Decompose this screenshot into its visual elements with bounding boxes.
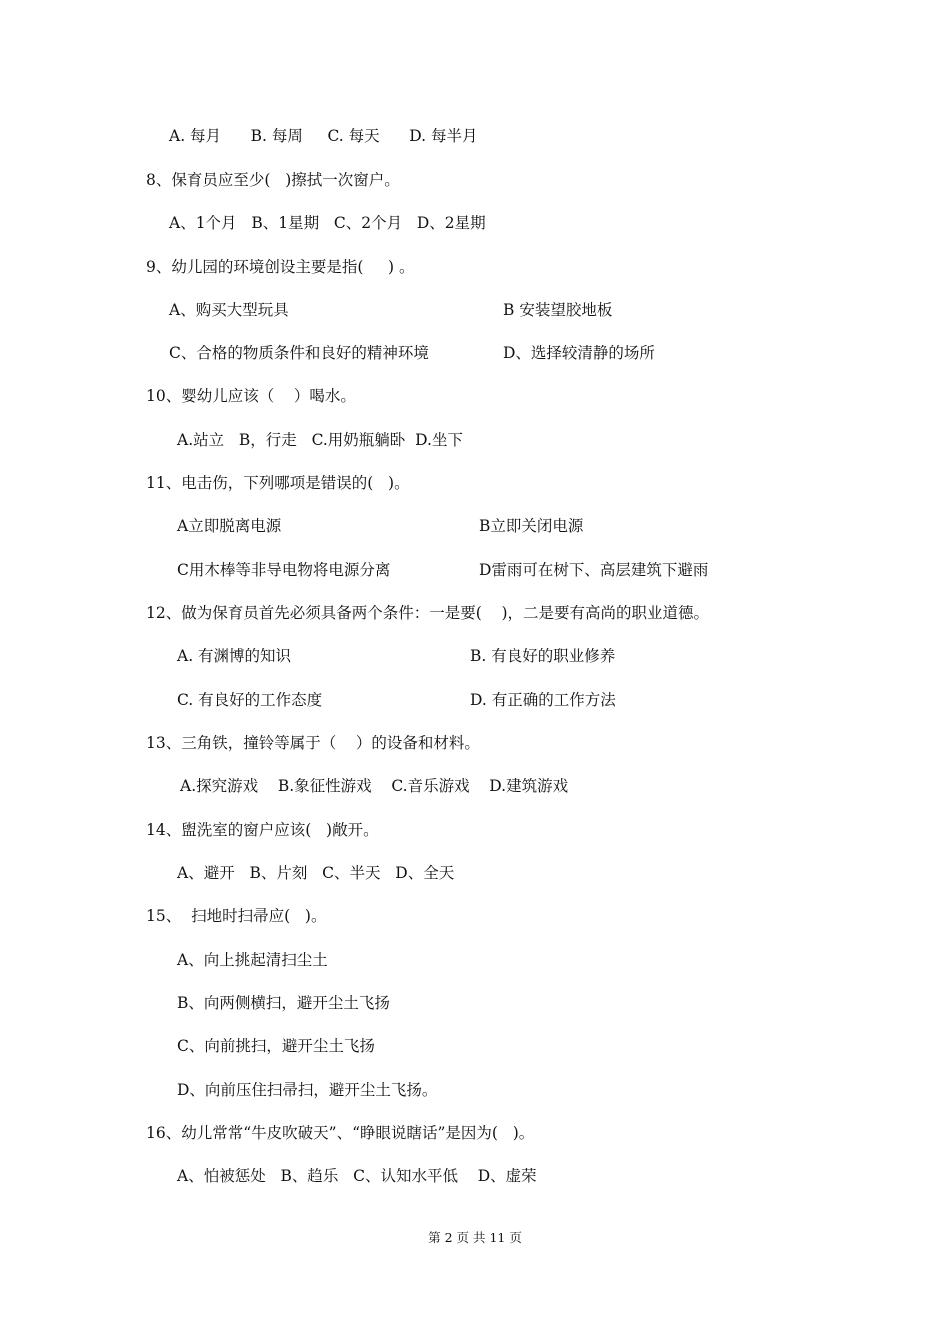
page-footer: 第 2 页 共 11 页 xyxy=(428,1230,522,1245)
q9-option-b: B 安装望胶地板 xyxy=(503,301,613,319)
q13-question: 13、三角铁，撞铃等属于（ ）的设备和材料。 xyxy=(146,734,480,752)
q8-options: A、1个月 B、1星期 C、2个月 D、2星期 xyxy=(169,214,486,232)
q14-question: 14、盥洗室的窗户应该( )敞开。 xyxy=(146,821,379,839)
q11-option-a: A立即脱离电源 xyxy=(177,517,282,535)
q16-question: 16、幼儿常常“牛皮吹破天”、“睁眼说瞎话”是因为( )。 xyxy=(146,1124,535,1142)
q9-question: 9、幼儿园的环境创设主要是指( ) 。 xyxy=(146,258,415,276)
q10-options: A.站立 B，行走 C.用奶瓶躺卧 D.坐下 xyxy=(177,431,463,449)
q15-option-b: B、向两侧横扫，避开尘土飞扬 xyxy=(177,994,390,1012)
q9-option-a: A、购买大型玩具 xyxy=(169,301,289,319)
q12-option-b: B. 有良好的职业修养 xyxy=(470,647,616,665)
q12-option-d: D. 有正确的工作方法 xyxy=(470,691,616,709)
q13-options: A.探究游戏 B.象征性游戏 C.音乐游戏 D.建筑游戏 xyxy=(180,777,569,795)
q15-question: 15、 扫地时扫帚应( )。 xyxy=(146,907,327,925)
q16-options: A、怕被惩处 B、趋乐 C、认知水平低 D、虚荣 xyxy=(177,1167,537,1185)
q11-option-c: C用木棒等非导电物将电源分离 xyxy=(177,561,391,579)
q14-options: A、避开 B、片刻 C、半天 D、全天 xyxy=(177,864,455,882)
q15-option-a: A、向上挑起清扫尘土 xyxy=(177,951,328,969)
q9-option-d: D、选择较清静的场所 xyxy=(503,344,655,362)
q15-option-d: D、向前压住扫帚扫，避开尘土飞扬。 xyxy=(177,1081,438,1099)
q10-question: 10、婴幼儿应该（ ）喝水。 xyxy=(146,387,356,405)
q12-question: 12、做为保育员首先必须具备两个条件：一是要( )，二是要有高尚的职业道德。 xyxy=(146,604,710,622)
q9-option-c: C、合格的物质条件和良好的精神环境 xyxy=(169,344,429,362)
q15-option-c: C、向前挑扫，避开尘土飞扬 xyxy=(177,1037,375,1055)
q11-option-d: D雷雨可在树下、高层建筑下避雨 xyxy=(479,561,709,579)
q7-options: A. 每月 B. 每周 C. 每天 D. 每半月 xyxy=(169,127,478,145)
q12-option-a: A. 有渊博的知识 xyxy=(177,647,292,665)
q12-option-c: C. 有良好的工作态度 xyxy=(177,691,323,709)
q8-question: 8、保育员应至少( )擦拭一次窗户。 xyxy=(146,171,400,189)
q11-question: 11、电击伤，下列哪项是错误的( )。 xyxy=(146,474,410,492)
q11-option-b: B立即关闭电源 xyxy=(479,517,584,535)
